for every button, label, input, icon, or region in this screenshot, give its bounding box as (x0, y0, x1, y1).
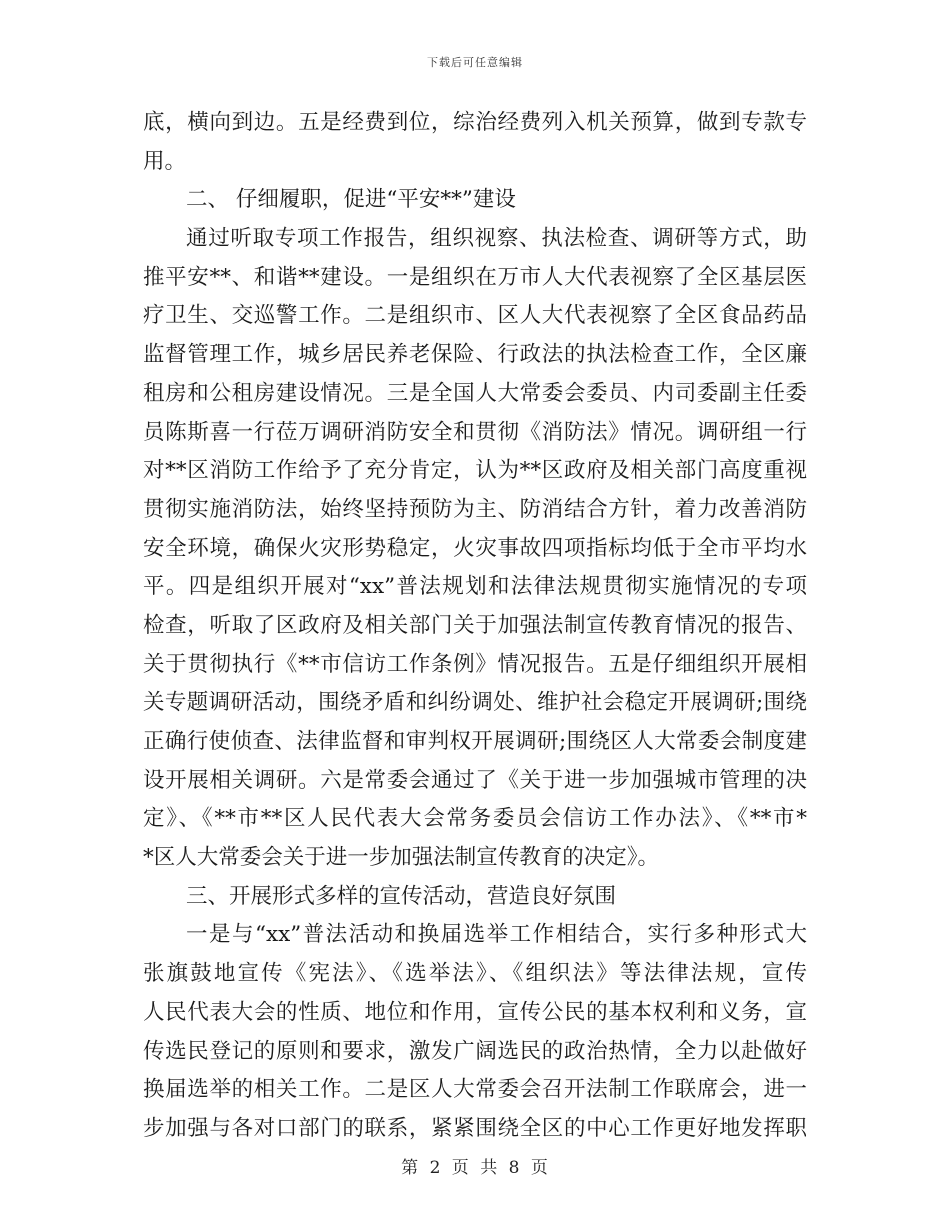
section-heading: 三、开展形式多样的宣传活动，营造良好氛围 (186, 883, 617, 909)
body-line: 员陈斯喜一行莅万调研消防安全和贯彻《消防法》情况。调研组一行 (143, 419, 807, 445)
body-line: 传选民登记的原则和要求，激发广阔选民的政治热情，全力以赴做好 (143, 1038, 807, 1064)
body-line: 关于贯彻执行《**市信访工作条例》情况报告。五是仔细组织开展相 (143, 651, 807, 677)
body-line: 贯彻实施消防法，始终坚持预防为主、防消结合方针，着力改善消防 (143, 496, 807, 522)
body-line: 用。 (143, 148, 187, 174)
body-line: 步加强与各对口部门的联系，紧紧围绕全区的中心工作更好地发挥职 (143, 1115, 807, 1141)
body-line: 推平安**、和谐**建设。一是组织在万市人大代表视察了全区基层医 (143, 264, 807, 290)
body-line: 对**区消防工作给予了充分肯定，认为**区政府及相关部门高度重视 (143, 458, 807, 484)
body-line: 换届选举的相关工作。二是区人大常委会召开法制工作联席会，进一 (143, 1077, 807, 1103)
body-line: 关专题调研活动，围绕矛盾和纠纷调处、维护社会稳定开展调研;围绕 (143, 690, 807, 716)
body-line: 人民代表大会的性质、地位和作用，宣传公民的基本权利和义务，宣 (143, 999, 807, 1025)
section-heading: 二、 仔细履职，促进“平安**”建设 (186, 187, 516, 213)
document-body (143, 104, 807, 1149)
body-line: 底，横向到边。五是经费到位，综治经费列入机关预算，做到专款专 (143, 110, 807, 135)
body-line: 疗卫生、交巡警工作。二是组织市、区人大代表视察了全区食品药品 (143, 303, 807, 329)
body-line: 正确行使侦查、法律监督和审判权开展调研;围绕区人大常委会制度建 (143, 729, 807, 754)
body-line: 安全环境，确保火灾形势稳定，火灾事故四项指标均低于全市平均水 (143, 535, 807, 561)
body-line: 通过听取专项工作报告，组织视察、执法检查、调研等方式，助 (186, 226, 807, 252)
body-line: 检查，听取了区政府及相关部门关于加强法制宣传教育情况的报告、 (143, 612, 807, 638)
body-line: 定》、《**市**区人民代表大会常务委员会信访工作办法》、《**市* (143, 806, 807, 832)
body-line: *区人大常委会关于进一步加强法制宣传教育的决定》。 (143, 845, 660, 871)
body-line: 租房和公租房建设情况。三是全国人大常委会委员、内司委副主任委 (143, 380, 807, 406)
body-line: 一是与“xx”普法活动和换届选举工作相结合，实行多种形式大 (186, 922, 807, 948)
page-header: 下载后可任意编辑 (427, 56, 523, 69)
body-line: 监督管理工作，城乡居民养老保险、行政法的执法检查工作，全区廉 (143, 342, 807, 368)
body-line: 平。四是组织开展对“xx”普法规划和法律法规贯彻实施情况的专项 (143, 574, 807, 600)
body-line: 设开展相关调研。六是常委会通过了《关于进一步加强城市管理的决 (143, 767, 807, 793)
page-number: 第 2 页 共 8 页 (401, 1158, 549, 1178)
body-line: 张旗鼓地宣传《宪法》、《选举法》、《组织法》等法律法规，宣传 (143, 961, 807, 987)
